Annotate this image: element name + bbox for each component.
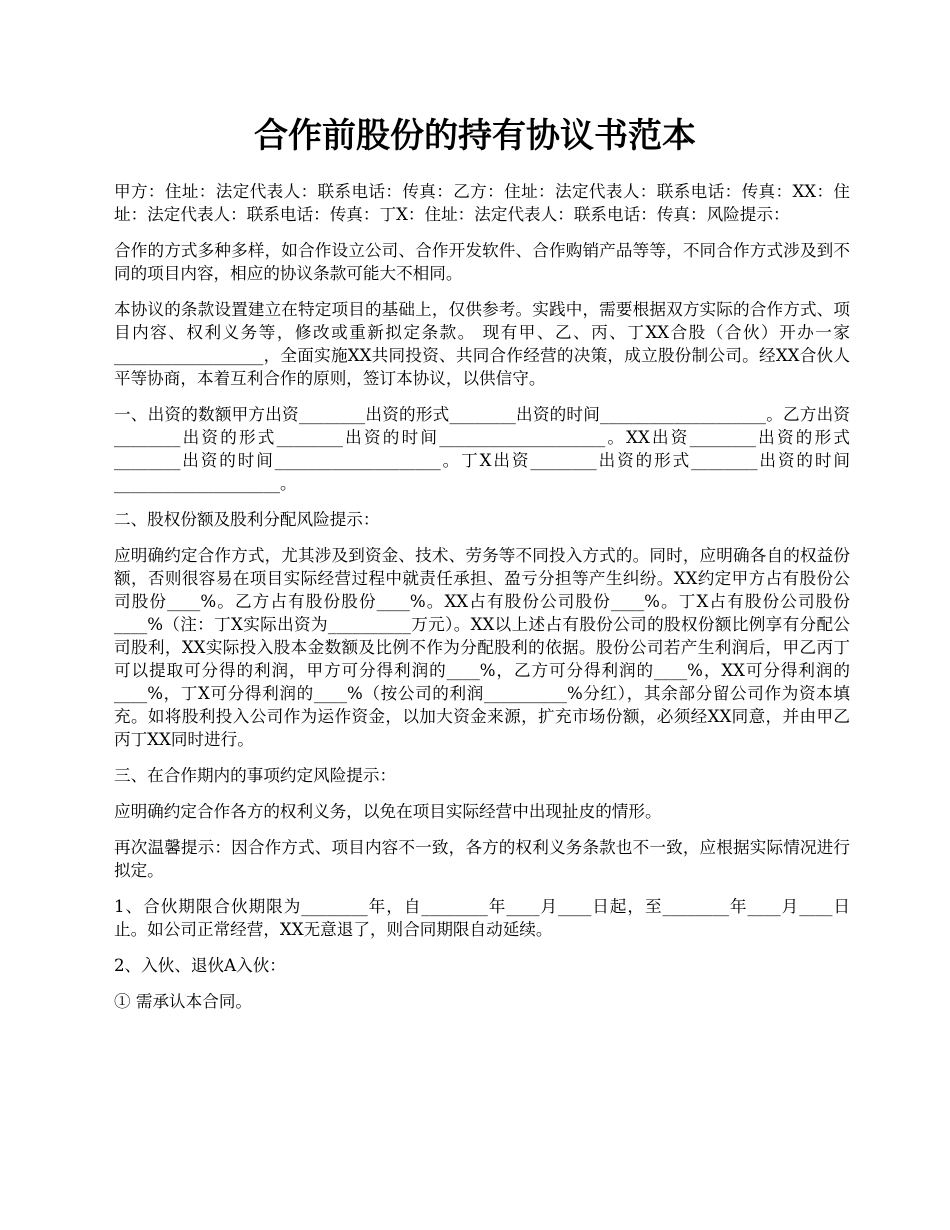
document-title: 合作前股份的持有协议书范本: [254, 116, 696, 156]
joining-condition-item: ① 需承认本合同。: [114, 992, 253, 1011]
partnership-term-paragraph: 1、合伙期限合伙期限为________年，自________年____月____日起，至________年____月____日止。如公司正常经营，XX无意退了，则合同期限自动延续。: [114, 897, 850, 939]
joining-withdrawal-heading: 2、入伙、退伙A入伙：: [114, 956, 286, 975]
section-heading-matters: 三、在合作期内的事项约定风险提示：: [114, 766, 397, 785]
parties-paragraph: 甲方：住址：法定代表人：联系电话：传真：乙方：住址：法定代表人：联系电话：传真：XX：住址：法定代表人：联系电话：传真：丁X：住址：法定代表人：联系电话：传真：风险提示：: [114, 182, 850, 224]
section-heading-equity: 二、股权份额及股利分配风险提示：: [114, 510, 380, 529]
reminder-paragraph: 再次温馨提示：因合作方式、项目内容不一致，各方的权利义务条款也不一致，应根据实际情况进行拟定。: [114, 838, 850, 880]
document-body: [114, 180, 850, 1026]
equity-dividend-paragraph: 应明确约定合作方式，尤其涉及到资金、技术、劳务等不同投入方式的。同时，应明确各自的权益份额，否则很容易在项目实际经营过程中就责任承担、盈亏分担等产生纠纷。XX约定甲方占有股份公司股份____%。乙方占有股份股份____%。XX占有股份公司股份____%。丁X占有股份公司股份____%（注：丁X实际出资为__________万元）。XX以上述占有股份公司的股权份额比例享有分配公司股利，XX实际投入股本金数额及比例不作为分配股利的依据。股份公司若产生利润后，甲乙丙丁可以提取可分得的利润，甲方可分得利润的____%，乙方可分得利润的____%，XX可分得利润的____%，丁X可分得利润的____%（按公司的利润__________%分红），其余部分留公司作为资本填充。如将股利投入公司作为运作资金，以加大资金来源，扩充市场份额，必须经XX同意，并由甲乙丙丁XX同时进行。: [114, 546, 850, 749]
agreement-basis-paragraph: 本协议的条款设置建立在特定项目的基础上，仅供参考。实践中，需要根据双方实际的合作方式、项目内容、权利义务等，修改或重新拟定条款。 现有甲、乙、丙、丁XX合股（合伙）开办一家__________________，全面实施XX共同投资、共同合作经营的决策，成立股份制公司。经XX合伙人平等协商，本着互利合作的原则，签订本协议，以供信守。: [114, 300, 850, 388]
rights-obligations-paragraph: 应明确约定合作各方的权利义务，以免在项目实际经营中出现扯皮的情形。: [114, 802, 662, 821]
cooperation-methods-paragraph: 合作的方式多种多样，如合作设立公司、合作开发软件、合作购销产品等等，不同合作方式涉及到不同的项目内容，相应的协议条款可能大不相同。: [114, 241, 850, 283]
capital-contribution-paragraph: 一、出资的数额甲方出资________出资的形式________出资的时间____________________。乙方出资________出资的形式________出资的时间____________________。XX出资________出资的形式________出资的时间____________________。丁X出资________出资的形式________出资的时间____________________。: [114, 405, 850, 493]
